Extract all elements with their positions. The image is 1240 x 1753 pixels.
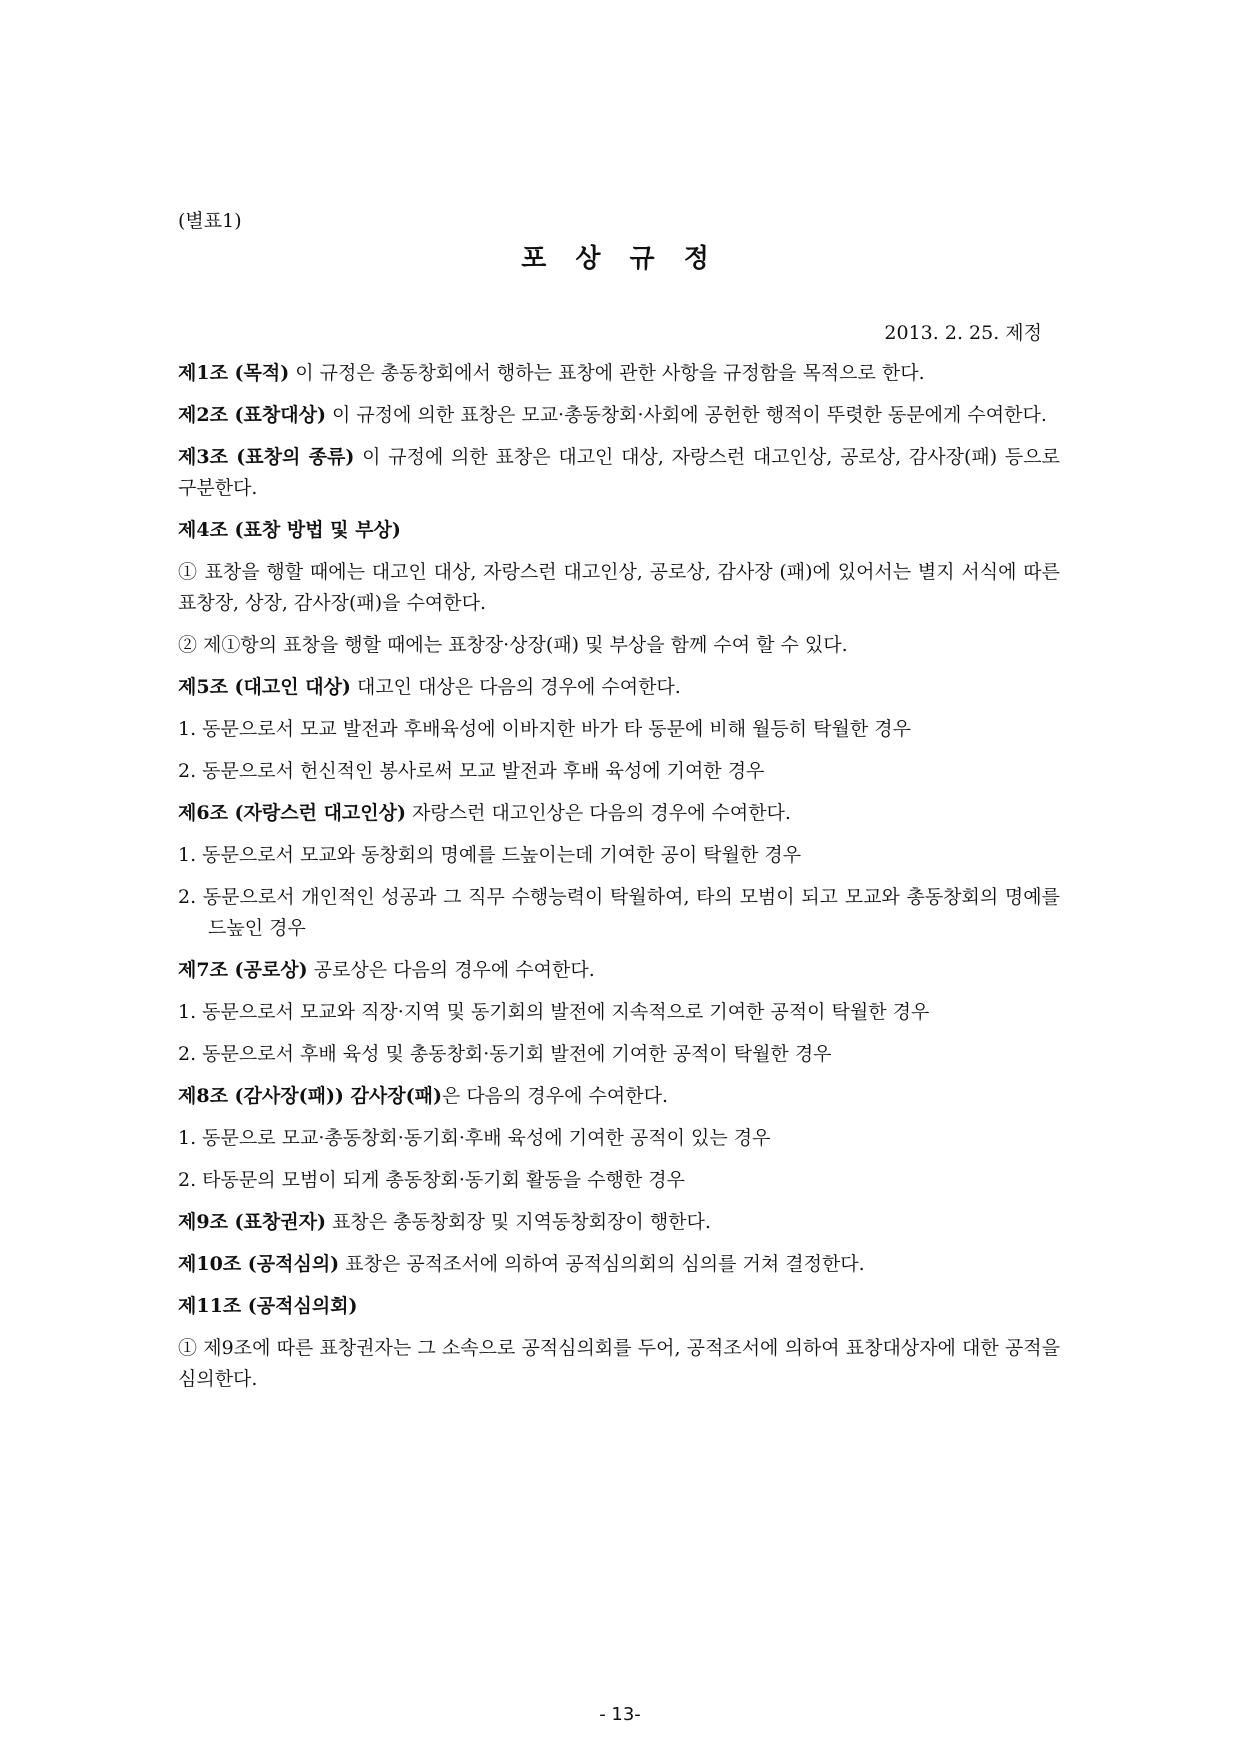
article-9 xyxy=(178,1207,1060,1238)
article-heading: 제9조 (표창권자) xyxy=(178,1211,326,1233)
article-11-paragraph-1: ① 제9조에 따른 표창권자는 그 소속으로 공적심의회를 두어, 공적조서에 의하여 표창대상자에 대한 공적을 심의한다. xyxy=(178,1337,1060,1390)
article-text: 자랑스런 대고인상은 다음의 경우에 수여한다. xyxy=(405,802,791,824)
article-text: 대고인 대상은 다음의 경우에 수여한다. xyxy=(350,676,681,698)
article-text: 공로상은 다음의 경우에 수여한다. xyxy=(307,959,595,981)
regulation-body xyxy=(178,358,1060,1406)
article-heading: 제1조 (목적) xyxy=(178,362,290,384)
article-heading: 제6조 (자랑스런 대고인상) xyxy=(178,802,406,824)
article-text: 표창은 총동창회장 및 지역동창회장이 행한다. xyxy=(325,1211,711,1233)
article-4-paragraph-2: ② 제①항의 표창을 행할 때에는 표창장·상장(패) 및 부상을 함께 수여 할 수 있다. xyxy=(178,634,848,656)
article-text: 이 규정은 총동창회에서 행하는 표창에 관한 사항을 규정함을 목적으로 한다. xyxy=(289,362,925,384)
article-2 xyxy=(178,400,1060,431)
article-10 xyxy=(178,1249,1060,1280)
article-8-item-2: 2. 타동문의 모범이 되게 총동창회·동기회 활동을 수행한 경우 xyxy=(178,1169,685,1191)
enactment-date: 2013. 2. 25. 제정 xyxy=(884,322,1042,344)
article-heading: 제11조 (공적심의회) xyxy=(178,1295,358,1317)
article-text: 표창은 공적조서에 의하여 공적심의회의 심의를 거쳐 결정한다. xyxy=(339,1253,865,1275)
article-4-paragraph-1: ① 표창을 행할 때에는 대고인 대상, 자랑스런 대고인상, 공로상, 감사장 (패)에 있어서는 별지 서식에 따른 표창장, 상장, 감사장(패)을 수여한다. xyxy=(178,561,1060,614)
article-5 xyxy=(178,672,1060,703)
document-title: 포 상 규 정 xyxy=(521,244,719,274)
article-heading: 제4조 (표창 방법 및 부상) xyxy=(178,519,401,541)
article-heading: 제5조 (대고인 대상) xyxy=(178,676,351,698)
article-1 xyxy=(178,358,1060,389)
article-7-item-1: 1. 동문으로서 모교와 직장·지역 및 동기회의 발전에 지속적으로 기여한 공적이 탁월한 경우 xyxy=(178,1001,930,1023)
article-heading: 제8조 (감사장(패)) 감사장(패) xyxy=(178,1085,442,1107)
article-5-item-1: 1. 동문으로서 모교 발전과 후배육성에 이바지한 바가 타 동문에 비해 월등히 탁월한 경우 xyxy=(178,718,911,740)
article-text: 이 규정에 의한 표창은 모교·총동창회·사회에 공헌한 행적이 뚜렷한 동문에게 수여한다. xyxy=(325,404,1047,426)
article-heading: 제3조 (표창의 종류) xyxy=(178,446,355,468)
article-8-item-1: 1. 동문으로 모교·총동창회·동기회·후배 육성에 기여한 공적이 있는 경우 xyxy=(178,1127,771,1149)
article-6-item-1: 1. 동문으로서 모교와 동창회의 명예를 드높이는데 기여한 공이 탁월한 경우 xyxy=(178,844,802,866)
article-text: 이 규정에 의한 표창은 대고인 대상, 자랑스런 대고인상, 공로상, 감사장(패) 등으로 구분한다. xyxy=(178,446,1060,499)
article-heading: 제7조 (공로상) xyxy=(178,959,308,981)
article-heading: 제10조 (공적심의) xyxy=(178,1253,340,1275)
article-11 xyxy=(178,1291,1060,1322)
article-4 xyxy=(178,515,1060,546)
article-heading: 제2조 (표창대상) xyxy=(178,404,326,426)
article-8 xyxy=(178,1081,1060,1112)
article-6 xyxy=(178,798,1060,829)
article-7-item-2: 2. 동문으로서 후배 육성 및 총동창회·동기회 발전에 기여한 공적이 탁월한 경우 xyxy=(178,1043,832,1065)
article-5-item-2: 2. 동문으로서 헌신적인 봉사로써 모교 발전과 후배 육성에 기여한 경우 xyxy=(178,760,765,782)
article-text: 은 다음의 경우에 수여한다. xyxy=(441,1085,668,1107)
page-number: - 13- xyxy=(599,1704,641,1725)
article-7 xyxy=(178,955,1060,986)
article-6-item-2: 2. 동문으로서 개인적인 성공과 그 직무 수행능력이 탁월하여, 타의 모범이 되고 모교와 총동창회의 명예를 드높인 경우 xyxy=(178,886,1060,939)
article-3 xyxy=(178,442,1060,504)
annex-label: (별표1) xyxy=(178,210,242,232)
